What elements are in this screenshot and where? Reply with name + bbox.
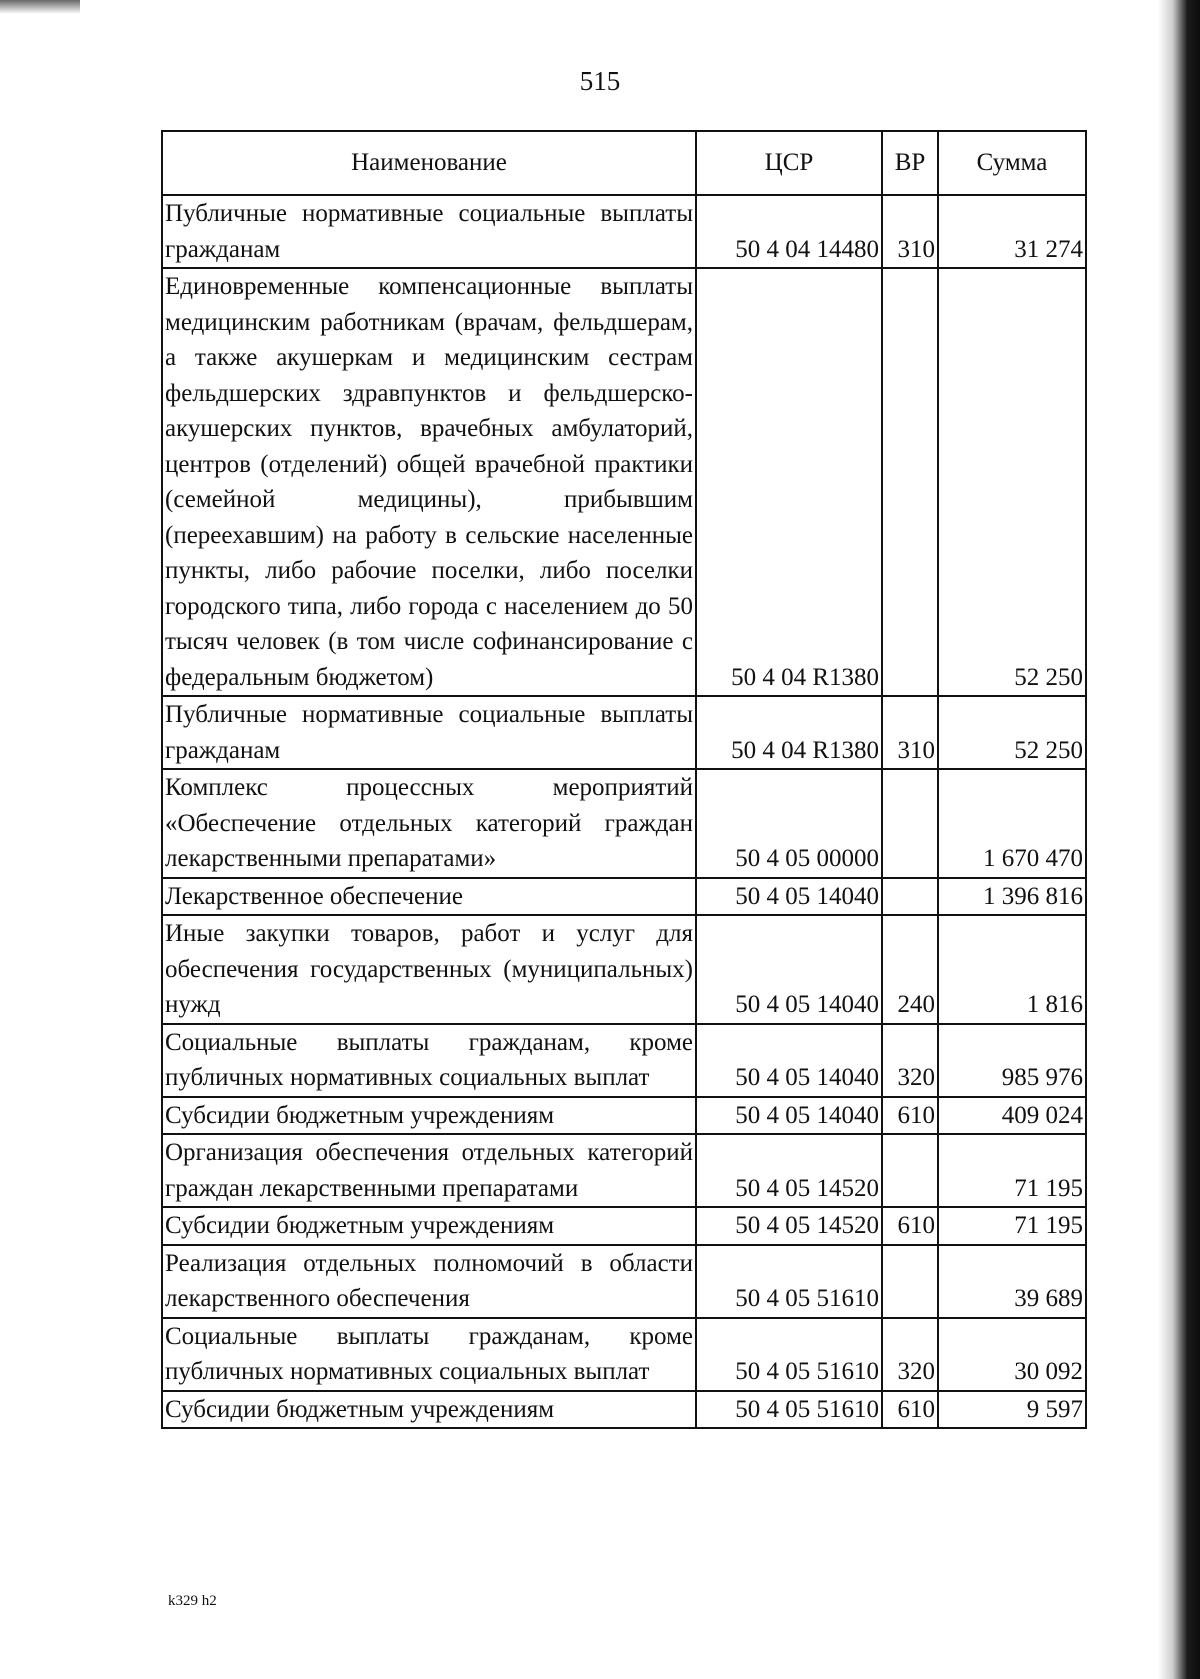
row-code: 50 4 04 R1380 [696, 696, 882, 769]
row-name: Реализация отдельных полномочий в области лекарственного обеспечения [162, 1245, 696, 1318]
row-vr: 610 [882, 1207, 938, 1245]
row-name: Иные закупки товаров, работ и услуг для обеспечения государственных (муниципальных) нужд [162, 915, 696, 1024]
row-sum: 31 274 [938, 195, 1086, 268]
row-name: Социальные выплаты гражданам, кроме публичных нормативных социальных выплат [162, 1318, 696, 1391]
row-vr: 310 [882, 696, 938, 769]
row-code: 50 4 05 00000 [696, 769, 882, 878]
row-vr: 610 [882, 1097, 938, 1135]
row-code: 50 4 05 51610 [696, 1391, 882, 1429]
row-name: Публичные нормативные социальные выплаты гражданам [162, 195, 696, 268]
header-name: Наименование [162, 131, 696, 195]
row-sum: 39 689 [938, 1245, 1086, 1318]
row-vr: 240 [882, 915, 938, 1024]
row-sum: 1 816 [938, 915, 1086, 1024]
row-vr [882, 1245, 938, 1318]
row-vr [882, 268, 938, 696]
row-name: Субсидии бюджетным учреждениям [162, 1391, 696, 1429]
table-row [162, 878, 1086, 916]
table-row [162, 1245, 1086, 1318]
row-sum: 409 024 [938, 1097, 1086, 1135]
budget-table [161, 130, 1087, 1429]
table-row [162, 1024, 1086, 1097]
row-vr: 610 [882, 1391, 938, 1429]
table-row [162, 268, 1086, 696]
row-sum: 71 195 [938, 1134, 1086, 1207]
row-code: 50 4 05 14520 [696, 1207, 882, 1245]
table-row [162, 1207, 1086, 1245]
row-sum: 1 670 470 [938, 769, 1086, 878]
table-header-row [162, 131, 1086, 195]
table-row [162, 915, 1086, 1024]
header-code: ЦСР [696, 131, 882, 195]
table-row [162, 1097, 1086, 1135]
row-code: 50 4 04 R1380 [696, 268, 882, 696]
row-code: 50 4 05 14040 [696, 1024, 882, 1097]
row-code: 50 4 05 51610 [696, 1245, 882, 1318]
row-code: 50 4 05 14040 [696, 1097, 882, 1135]
row-name: Социальные выплаты гражданам, кроме публичных нормативных социальных выплат [162, 1024, 696, 1097]
table-row [162, 769, 1086, 878]
row-sum: 1 396 816 [938, 878, 1086, 916]
row-code: 50 4 05 51610 [696, 1318, 882, 1391]
row-sum: 30 092 [938, 1318, 1086, 1391]
table-row [162, 1134, 1086, 1207]
row-vr [882, 878, 938, 916]
table-row [162, 696, 1086, 769]
row-sum: 71 195 [938, 1207, 1086, 1245]
row-vr [882, 769, 938, 878]
footer-code: k329 h2 [168, 1593, 217, 1609]
row-name: Субсидии бюджетным учреждениям [162, 1207, 696, 1245]
row-name: Лекарственное обеспечение [162, 878, 696, 916]
header-vr: ВР [882, 131, 938, 195]
row-name: Субсидии бюджетным учреждениям [162, 1097, 696, 1135]
scan-shadow-corner [0, 0, 80, 14]
row-sum: 985 976 [938, 1024, 1086, 1097]
row-sum: 52 250 [938, 268, 1086, 696]
row-vr: 310 [882, 195, 938, 268]
row-sum: 52 250 [938, 696, 1086, 769]
row-name: Комплекс процессных мероприятий «Обеспечение отдельных категорий граждан лекарственными препаратами» [162, 769, 696, 878]
row-name: Единовременные компенсационные выплаты медицинским работникам (врачам, фельдшерам, а также акушеркам и медицинским сестрам фельдшерских здравпунктов и фельдшерско-акушерских пунктов, врачебных амбулаторий, центров (отделений) общей врачебной практики (семейной медицины), прибывшим (переехавшим) на работу в сельские населенные пункты, либо рабочие поселки, либо поселки городского типа, либо города с населением до 50 тысяч человек (в том числе софинансирование с федеральным бюджетом) [162, 268, 696, 696]
table-row [162, 1318, 1086, 1391]
row-vr: 320 [882, 1318, 938, 1391]
table-row [162, 1391, 1086, 1429]
scan-shadow-edge [1158, 0, 1200, 1679]
row-vr [882, 1134, 938, 1207]
row-name: Публичные нормативные социальные выплаты гражданам [162, 696, 696, 769]
row-sum: 9 597 [938, 1391, 1086, 1429]
row-name: Организация обеспечения отдельных категорий граждан лекарственными препаратами [162, 1134, 696, 1207]
header-sum: Сумма [938, 131, 1086, 195]
row-vr: 320 [882, 1024, 938, 1097]
row-code: 50 4 05 14040 [696, 878, 882, 916]
row-code: 50 4 05 14040 [696, 915, 882, 1024]
row-code: 50 4 04 14480 [696, 195, 882, 268]
page-number: 515 [579, 66, 621, 96]
table-row [162, 195, 1086, 268]
row-code: 50 4 05 14520 [696, 1134, 882, 1207]
